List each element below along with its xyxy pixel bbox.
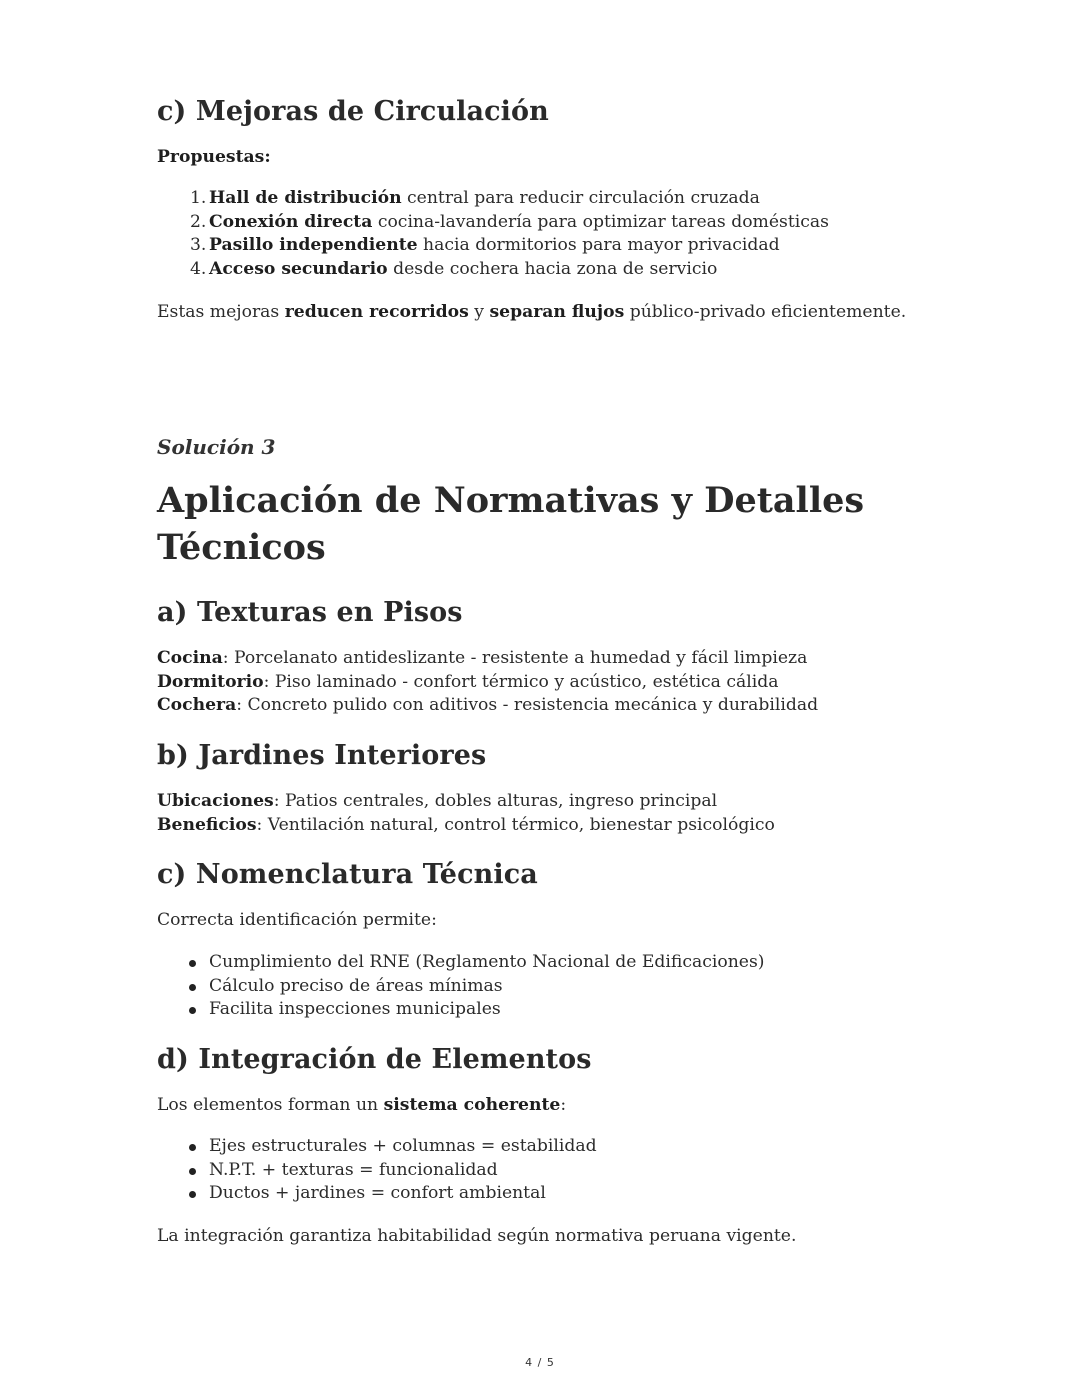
bullet-icon bbox=[189, 960, 196, 967]
bullet-icon bbox=[189, 1007, 196, 1014]
nomenclatura-intro: Correcta identificación permite: bbox=[157, 910, 437, 930]
texturas-row-cocina: Cocina: Porcelanato antideslizante - resistente a humedad y fácil limpieza bbox=[157, 648, 808, 668]
page-number: 4 / 5 bbox=[525, 1356, 555, 1369]
jardines-row-ubicaciones: Ubicaciones: Patios centrales, dobles alturas, ingreso principal bbox=[157, 791, 718, 811]
integracion-closing: La integración garantiza habitabilidad según normativa peruana vigente. bbox=[157, 1226, 797, 1246]
page-title-line-1: Aplicación de Normativas y Detalles bbox=[157, 480, 865, 521]
list-item: Facilita inspecciones municipales bbox=[157, 998, 765, 1022]
texturas-row-cochera: Cochera: Concreto pulido con aditivos - resistencia mecánica y durabilidad bbox=[157, 695, 819, 715]
section-heading-jardines: b) Jardines Interiores bbox=[157, 740, 487, 771]
section-heading-texturas: a) Texturas en Pisos bbox=[157, 597, 463, 628]
section-heading-circulacion: c) Mejoras de Circulación bbox=[157, 96, 549, 127]
section-heading-integracion: d) Integración de Elementos bbox=[157, 1044, 592, 1075]
bullet-icon bbox=[189, 1144, 196, 1151]
texturas-row-dormitorio: Dormitorio: Piso laminado - confort térmico y acústico, estética cálida bbox=[157, 671, 779, 692]
list-item: N.P.T. + texturas = funcionalidad bbox=[157, 1159, 597, 1183]
list-item: Cálculo preciso de áreas mínimas bbox=[157, 975, 765, 999]
integracion-intro: Los elementos forman un sistema coherente: bbox=[157, 1095, 567, 1115]
jardines-row-beneficios: Beneficios: Ventilación natural, control térmico, bienestar psicológico bbox=[157, 814, 775, 835]
list-item: 2. Conexión directa cocina-lavandería para optimizar tareas domésticas bbox=[190, 211, 829, 232]
list-item: Cumplimiento del RNE (Reglamento Nacional de Edificaciones) bbox=[157, 951, 765, 975]
bullet-icon bbox=[189, 1168, 196, 1175]
list-item: 4. Acceso secundario desde cochera hacia zona de servicio bbox=[190, 258, 718, 279]
section-heading-nomenclatura: c) Nomenclatura Técnica bbox=[157, 859, 538, 890]
list-item: Ejes estructurales + columnas = estabilidad bbox=[157, 1135, 597, 1159]
solution-kicker: Solución 3 bbox=[157, 435, 276, 459]
list-item: Ductos + jardines = confort ambiental bbox=[157, 1182, 597, 1206]
bullet-icon bbox=[189, 984, 196, 991]
integracion-list bbox=[157, 1135, 597, 1206]
jardines-rows bbox=[157, 790, 775, 837]
nomenclatura-list bbox=[157, 951, 765, 1022]
propuestas-list bbox=[157, 187, 829, 281]
page-title-line-2: Técnicos bbox=[157, 527, 326, 568]
bullet-icon bbox=[189, 1191, 196, 1198]
list-item: 1. Hall de distribución central para reducir circulación cruzada bbox=[190, 188, 760, 208]
propuestas-label: Propuestas: bbox=[157, 147, 271, 167]
circulacion-summary: Estas mejoras reducen recorridos y separan flujos público-privado eficientemente. bbox=[157, 302, 907, 322]
texturas-rows bbox=[157, 647, 818, 718]
list-item: 3. Pasillo independiente hacia dormitorios para mayor privacidad bbox=[190, 235, 780, 255]
